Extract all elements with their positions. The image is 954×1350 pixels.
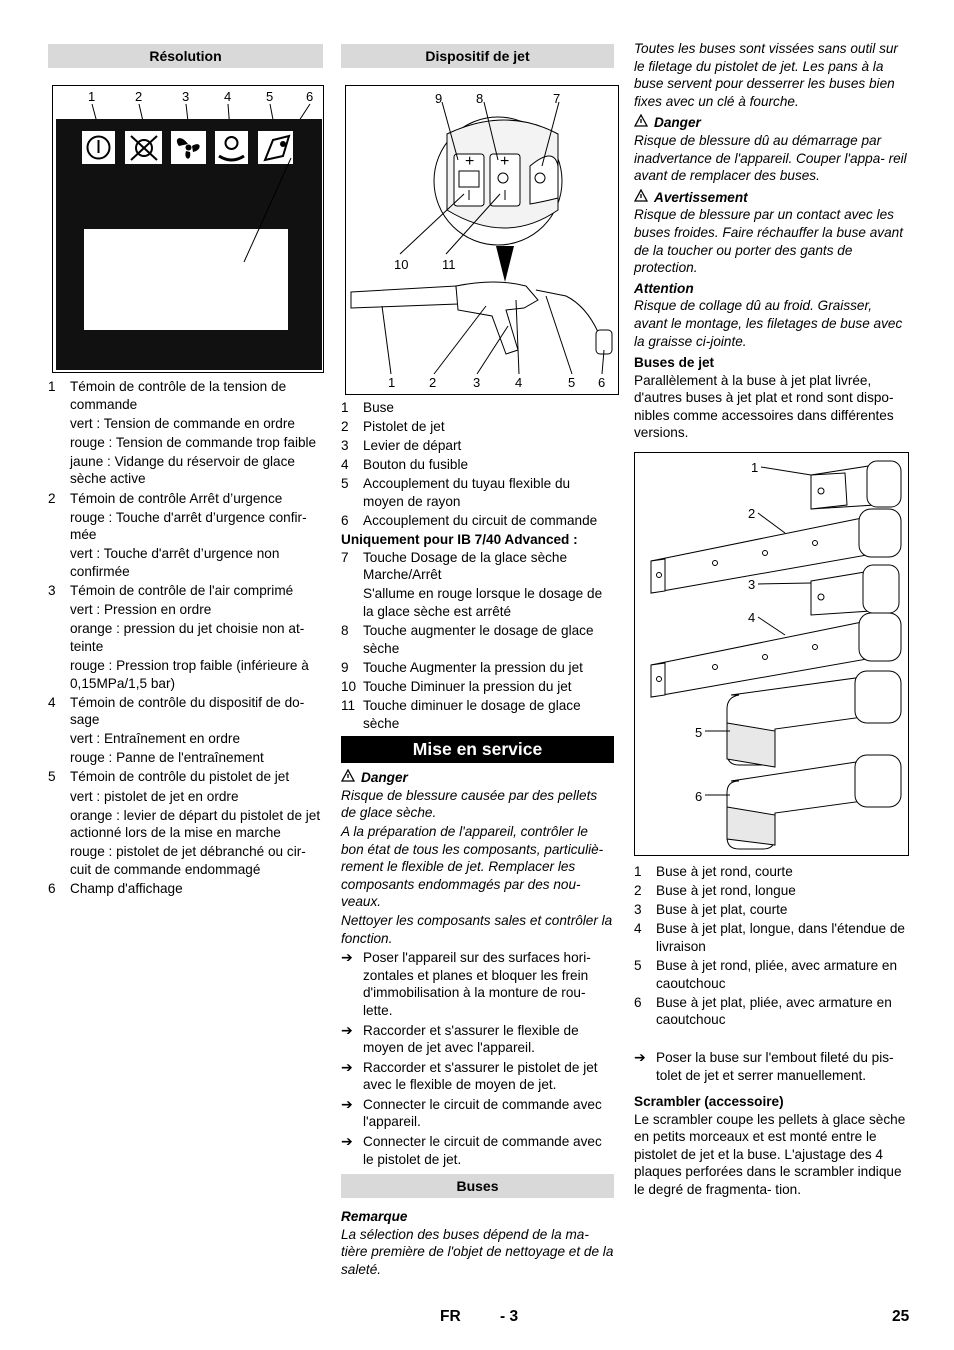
svg-text:+: +: [500, 153, 510, 170]
instruction-step: [341, 1022, 614, 1057]
legend-item: [634, 994, 909, 1029]
legend-item: [48, 694, 323, 729]
display-field: [84, 229, 288, 330]
legend-text: Buse à jet plat, pliée, avec armature en caoutchouc: [656, 994, 892, 1028]
spray-gun-drawing: [346, 86, 618, 394]
figure-callout: 8: [476, 91, 484, 106]
legend-subtext: rouge : Tension de commande trop faible: [70, 434, 317, 450]
legend-text: Buse à jet plat, longue, dans l'étendue de livraison: [656, 921, 905, 954]
legend-subtext: vert : Touche d'arrêt d’urgence non confirmée: [70, 546, 280, 579]
legend-number: 4: [634, 921, 642, 937]
legend-subtext: rouge : pistolet de jet débranché ou cir- cuit de commande endommagé: [70, 844, 306, 877]
arrow-icon: ➔: [341, 1058, 353, 1075]
legend-item: [341, 475, 614, 510]
figure-callout: 4: [515, 375, 523, 390]
legend-item: [634, 920, 909, 955]
legend-item: [341, 399, 614, 417]
legend-subtext: rouge : Touche d'arrêt d’urgence confir- mée: [70, 509, 307, 543]
legend-text: Témoin de contrôle du dispositif de do- sage: [70, 694, 305, 728]
legend-number: 1: [341, 400, 349, 415]
step-text: Connecter le circuit de commande avec l'appareil.: [363, 1096, 602, 1130]
figure-callout: 9: [435, 91, 443, 106]
step-text: Poser l'appareil sur des surfaces hori- zontales et planes et bloquer les frein d'immobilisation à la monture de rou- lette.: [363, 950, 591, 1018]
legend-text: Buse: [363, 400, 394, 415]
figure-callout: 6: [306, 89, 314, 104]
danger-text: Risque de blessure dû au démarrage par inadvertance de l'appareil. Couper l'appa- reil avant de remplacer des buses.: [634, 132, 907, 184]
legend-number: 1: [48, 379, 56, 394]
legend-subtext: orange : pression du jet choisie non at- teinte: [70, 621, 305, 654]
figure-callout: 2: [748, 506, 756, 522]
figure-callout: 10: [394, 257, 409, 272]
figure-callout: 2: [135, 89, 143, 104]
figure-callout: 6: [695, 789, 703, 805]
nozzles-drawing: [635, 453, 908, 855]
legend-item: [48, 490, 323, 508]
arrow-icon: ➔: [341, 1021, 353, 1038]
figure-callout: 5: [695, 725, 703, 741]
legend-item: [634, 901, 909, 919]
prep-text: A la préparation de l'appareil, contrôler le bon état de tous les composants, particuliè- rement le flexible de jet. Remplacer les composants endommagés par des nou- veaux.: [341, 823, 604, 910]
nozzles-legend: [634, 863, 909, 1029]
legend-text: Pistolet de jet: [363, 419, 445, 435]
legend-subtext: vert : pistolet de jet en ordre: [70, 788, 239, 804]
figure-callout: 3: [473, 375, 481, 390]
figure-callout: 4: [748, 610, 756, 626]
remark-text: La sélection des buses dépend de la ma- tière première de l'objet de nettoyage et de la saleté.: [341, 1226, 614, 1278]
legend-number: 4: [341, 457, 349, 473]
legend-item: [341, 456, 614, 474]
instruction-step: [341, 949, 614, 1019]
legend-subtext: vert : Pression en ordre: [70, 602, 212, 618]
legend-number: 11: [341, 698, 356, 713]
step-text: Connecter le circuit de commande avec le pistolet de jet.: [363, 1134, 602, 1167]
spray-device-legend: [341, 399, 614, 732]
figure-callout: 3: [748, 577, 756, 593]
footer-page-number: 25: [892, 1308, 910, 1325]
nozzle-step: ➔ Poser la buse sur l'embout fileté du pis- tolet de jet et serrer manuellement.: [634, 1048, 894, 1083]
legend-number: 5: [341, 476, 349, 492]
attention-text: Risque de collage dû au froid. Graisser, avant le montage, les filetages de buse avec la graisse ci-jointe.: [634, 298, 903, 349]
legend-subtext: S'allume en rouge lorsque le dosage de la glace sèche est arrêté: [363, 586, 603, 620]
legend-item: [634, 863, 909, 881]
section-heading-resolution: Résolution: [48, 44, 323, 68]
legend-number: 2: [341, 419, 349, 435]
remark-label: Remarque: [341, 1209, 408, 1225]
column-3: [634, 40, 909, 1200]
legend-text: Touche Augmenter la pression du jet: [363, 659, 583, 675]
warning-triangle-icon: [341, 769, 355, 787]
legend-number: 10: [341, 678, 357, 694]
attention-label: Attention: [634, 280, 694, 296]
dosing-device-icon: [215, 131, 248, 164]
control-panel-figure: [52, 85, 324, 373]
legend-text: Buse à jet rond, courte: [656, 864, 793, 880]
spray-device-figure: [345, 85, 619, 395]
legend-number: 1: [634, 864, 642, 880]
legend-number: 6: [48, 881, 56, 897]
figure-callout: 1: [88, 89, 96, 104]
legend-item: [341, 622, 614, 657]
legend-number: 8: [341, 623, 349, 639]
step-text: Raccorder et s'assurer le flexible de moyen de jet avec l'appareil.: [363, 1022, 579, 1056]
legend-number: 3: [634, 902, 642, 918]
legend-number: 7: [341, 549, 349, 565]
legend-subtext: vert : Tension de commande en ordre: [70, 415, 295, 431]
legend-subtext: vert : Entraînement en ordre: [70, 731, 241, 747]
danger-label: Danger: [634, 114, 909, 132]
legend-number: 9: [341, 659, 349, 675]
column-2: [341, 40, 614, 1280]
legend-item: [341, 512, 614, 530]
step-text: Raccorder et s'assurer le pistolet de jet avec le flexible de moyen de jet.: [363, 1059, 598, 1093]
legend-text: Bouton du fusible: [363, 457, 469, 473]
spray-gun-icon: [258, 131, 293, 164]
legend-subtext: rouge : Panne de l'entraînement: [70, 750, 264, 766]
legend-text: Buse à jet rond, pliée, avec armature en caoutchouc: [656, 958, 898, 991]
legend-number: 3: [48, 583, 56, 599]
legend-number: 5: [48, 769, 56, 785]
legend-text: Touche Dosage de la glace sèche Marche/Arrêt: [363, 549, 568, 583]
warning-label: Avertissement: [634, 189, 909, 207]
scrambler-heading: Scrambler (accessoire): [634, 1094, 784, 1110]
legend-item: [634, 882, 909, 900]
section-heading-mise-en-service: Mise en service: [341, 736, 614, 763]
figure-callout: 5: [568, 375, 576, 390]
instruction-step: [341, 1133, 614, 1168]
legend-subtext: jaune : Vidange du réservoir de glace sèche active: [70, 453, 295, 487]
legend-text: Champ d'affichage: [70, 881, 183, 897]
legend-number: 5: [634, 958, 642, 974]
figure-callout: 4: [224, 89, 232, 104]
column-1: [48, 40, 323, 899]
instruction-step: [341, 1096, 614, 1131]
voltage-indicator-icon: [82, 131, 115, 164]
section-heading-buses: Buses: [341, 1174, 614, 1198]
legend-text: Levier de départ: [363, 438, 462, 454]
fan-air-icon: [171, 131, 206, 164]
clean-text: Nettoyer les composants sales et contrôler la fonction.: [341, 912, 613, 946]
legend-text: Touche augmenter le dosage de glace sèche: [363, 623, 594, 656]
arrow-icon: ➔: [341, 1133, 353, 1150]
emergency-stop-icon: [125, 131, 162, 164]
figure-callout: 2: [429, 375, 437, 390]
buses-heading: Buses de jet: [634, 355, 715, 371]
legend-item: [341, 697, 614, 732]
warning-triangle-icon: [634, 189, 648, 207]
figure-callout: 1: [751, 460, 759, 476]
legend-number: 6: [341, 513, 349, 529]
nozzles-figure: [634, 452, 909, 856]
legend-item: [341, 549, 614, 584]
legend-item: [341, 418, 614, 436]
legend-number: 3: [341, 438, 349, 454]
legend-number: 4: [48, 694, 56, 710]
advanced-heading: Uniquement pour IB 7/40 Advanced :: [341, 532, 578, 548]
legend-text: Accouplement du tuyau flexible du moyen de rayon: [363, 476, 571, 509]
figure-callout: 6: [598, 375, 606, 390]
footer-language: FR: [440, 1308, 461, 1325]
legend-item: [634, 957, 909, 992]
legend-item: [341, 437, 614, 455]
legend-text: Témoin de contrôle Arrêt d’urgence: [70, 490, 283, 506]
section-heading-dispositif: Dispositif de jet: [341, 44, 614, 68]
warning-triangle-icon: [634, 114, 648, 132]
figure-callout: 5: [266, 89, 274, 104]
legend-item: [48, 880, 323, 898]
legend-number: 2: [48, 490, 56, 506]
legend-subtext: orange : levier de départ du pistolet de jet actionné lors de la mise en marche: [70, 807, 321, 841]
arrow-icon: ➔: [634, 1048, 646, 1065]
legend-text: Accouplement du circuit de commande: [363, 513, 598, 529]
footer-local-page: - 3: [500, 1308, 519, 1325]
danger-label: Danger: [341, 769, 614, 787]
legend-number: 6: [634, 994, 642, 1010]
legend-text: Témoin de contrôle de l'air comprimé: [70, 583, 294, 599]
legend-text: Touche diminuer le dosage de glace sèche: [363, 698, 581, 731]
arrow-icon: ➔: [341, 949, 353, 966]
legend-item: [48, 582, 323, 600]
legend-text: Témoin de contrôle du pistolet de jet: [70, 769, 290, 785]
instruction-step: [341, 1059, 614, 1094]
warning-text: Risque de blessure par un contact avec les buses froides. Faire réchauffer la buse avant de la toucher ou porter des gants de protection.: [634, 207, 904, 276]
legend-subtext: rouge : Pression trop faible (inférieure à 0,15MPa/1,5 bar): [70, 657, 309, 691]
figure-callout: 3: [182, 89, 190, 104]
legend-text: Témoin de contrôle de la tension de commande: [70, 379, 287, 412]
legend-item: [48, 768, 323, 786]
legend-text: Buse à jet rond, longue: [656, 883, 796, 899]
intro-text: Toutes les buses sont vissées sans outil sur le filetage du pistolet de jet. Les pans à la buse servent pour desserrer les buses bien fixes avec un clé à fourche.: [634, 41, 898, 109]
legend-item: [341, 678, 614, 696]
legend-number: 2: [634, 883, 642, 899]
arrow-icon: ➔: [341, 1095, 353, 1112]
legend-text: Buse à jet plat, courte: [656, 902, 788, 918]
legend-item: [341, 659, 614, 677]
figure-callout: 1: [388, 375, 396, 390]
danger-text: Risque de blessure causée par des pellets de glace sèche.: [341, 787, 598, 821]
control-panel-drawing: [53, 86, 323, 372]
svg-text:+: +: [465, 153, 475, 170]
figure-callout: 7: [553, 91, 561, 106]
legend-item: [48, 378, 323, 413]
scrambler-text: Le scrambler coupe les pellets à glace sèche en petits morceaux et est monté entre le pistolet de jet et la buse. L'ajustage des 4 plaques perforées dans le scrambler indique le degré de fragmenta- tion.: [634, 1111, 906, 1198]
resolution-legend: [48, 378, 323, 898]
buses-text: Parallèlement à la buse à jet plat livrée, d'autres buses à jet plat et rond sont dispo- nibles comme accessoires dans différentes versions.: [634, 372, 894, 441]
legend-text: Touche Diminuer la pression du jet: [363, 678, 572, 694]
figure-callout: 11: [442, 257, 456, 272]
